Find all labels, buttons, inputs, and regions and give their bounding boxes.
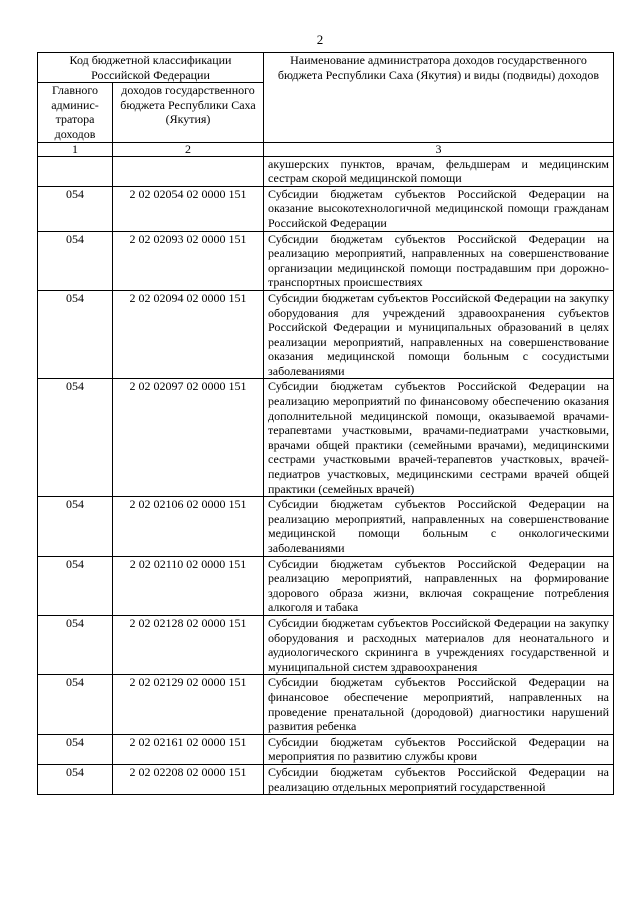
income-code-cell: 2 02 02161 02 0000 151 bbox=[113, 734, 264, 764]
table-row bbox=[38, 497, 614, 556]
column-number: 3 bbox=[264, 142, 614, 156]
income-name-cell: Субсидии бюджетам субъектов Российской Федерации на закупку оборудования и расходных материалов для неонатального и аудиологического скрининга в учреждениях государственной и муниципальной систем здравоохранения bbox=[264, 615, 614, 674]
income-name-cell: Субсидии бюджетам субъектов Российской Федерации на реализацию мероприятий по финансовому обеспечению оказания дополнительной медицинской помощи, оказываемой врачами-терапевтами участковыми, врачами-педиатрами участковыми, врачами общей практики (семейными врачами), медицинскими сестрами участковыми врачей-терапевтов участковых, врачей-педиатров участковых, медицинскими сестрами врачей общей практики (семейных врачей) bbox=[264, 379, 614, 497]
income-name-cell: Субсидии бюджетам субъектов Российской Федерации на реализацию отдельных мероприятий государственной bbox=[264, 764, 614, 794]
table-row bbox=[38, 764, 614, 794]
income-code-cell: 2 02 02129 02 0000 151 bbox=[113, 675, 264, 734]
table-body bbox=[38, 156, 614, 795]
income-code-cell: 2 02 02106 02 0000 151 bbox=[113, 497, 264, 556]
table-row bbox=[38, 379, 614, 497]
budget-classification-table bbox=[37, 52, 614, 795]
admin-code-cell: 054 bbox=[38, 734, 113, 764]
income-code-cell: 2 02 02128 02 0000 151 bbox=[113, 615, 264, 674]
income-code-cell: 2 02 02093 02 0000 151 bbox=[113, 231, 264, 290]
column-number: 2 bbox=[113, 142, 264, 156]
income-name-cell: акушерских пунктов, врачам, фельдшерам и медицинским сестрам скорой медицинской помощи bbox=[264, 156, 614, 186]
income-name-cell: Субсидии бюджетам субъектов Российской Федерации на оказание высокотехнологичной медицинской помощи гражданам Российской Федерации bbox=[264, 186, 614, 231]
admin-code-cell: 054 bbox=[38, 379, 113, 497]
header-row bbox=[38, 53, 614, 83]
income-code-cell: 2 02 02097 02 0000 151 bbox=[113, 379, 264, 497]
admin-code-cell: 054 bbox=[38, 764, 113, 794]
income-name-cell: Субсидии бюджетам субъектов Российской Федерации на реализацию мероприятий, направленных на совершенствование организации медицинской помощи пострадавшим при дорожно-транспортных происшествиях bbox=[264, 231, 614, 290]
income-code-cell: 2 02 02094 02 0000 151 bbox=[113, 290, 264, 379]
admin-code-cell: 054 bbox=[38, 186, 113, 231]
header-main-administrator: Главного админис-тратора доходов bbox=[38, 83, 113, 142]
header-income-code: доходов государственного бюджета Республики Саха (Якутия) bbox=[113, 83, 264, 142]
admin-code-cell: 054 bbox=[38, 675, 113, 734]
admin-code-cell bbox=[38, 156, 113, 186]
column-number-row bbox=[38, 142, 614, 156]
income-name-cell: Субсидии бюджетам субъектов Российской Федерации на реализацию мероприятий, направленных на формирование здорового образа жизни, включая сокращение потребления алкоголя и табака bbox=[264, 556, 614, 615]
income-name-cell: Субсидии бюджетам субъектов Российской Федерации на финансовое обеспечение мероприятий, направленных на проведение пренатальной (дородовой) диагностики нарушений развития ребенка bbox=[264, 675, 614, 734]
income-code-cell bbox=[113, 156, 264, 186]
table-row bbox=[38, 734, 614, 764]
admin-code-cell: 054 bbox=[38, 615, 113, 674]
column-number: 1 bbox=[38, 142, 113, 156]
income-name-cell: Субсидии бюджетам субъектов Российской Федерации на реализацию мероприятий, направленных на совершенствование медицинской помощи больным с онкологическими заболеваниями bbox=[264, 497, 614, 556]
table-row bbox=[38, 290, 614, 379]
table-row bbox=[38, 675, 614, 734]
header-budget-classification-code: Код бюджетной классификации Российской Федерации bbox=[38, 53, 264, 83]
income-code-cell: 2 02 02110 02 0000 151 bbox=[113, 556, 264, 615]
table-row bbox=[38, 186, 614, 231]
income-name-cell: Субсидии бюджетам субъектов Российской Федерации на мероприятия по развитию службы крови bbox=[264, 734, 614, 764]
admin-code-cell: 054 bbox=[38, 556, 113, 615]
income-code-cell: 2 02 02208 02 0000 151 bbox=[113, 764, 264, 794]
income-name-cell: Субсидии бюджетам субъектов Российской Федерации на закупку оборудования для учреждений здравоохранения субъектов Российской Федерации и муниципальных образований в целях реализации мероприятий, направленных на совершенствование оказания медицинской помощи больным с сосудистыми заболеваниями bbox=[264, 290, 614, 379]
income-code-cell: 2 02 02054 02 0000 151 bbox=[113, 186, 264, 231]
header-administrator-name: Наименование администратора доходов государственного бюджета Республики Саха (Якутия) и виды (подвиды) доходов bbox=[264, 53, 614, 143]
page-number: 2 bbox=[316, 32, 324, 47]
table-row bbox=[38, 556, 614, 615]
admin-code-cell: 054 bbox=[38, 231, 113, 290]
table-row bbox=[38, 615, 614, 674]
admin-code-cell: 054 bbox=[38, 497, 113, 556]
admin-code-cell: 054 bbox=[38, 290, 113, 379]
table-row bbox=[38, 231, 614, 290]
table-row bbox=[38, 156, 614, 186]
